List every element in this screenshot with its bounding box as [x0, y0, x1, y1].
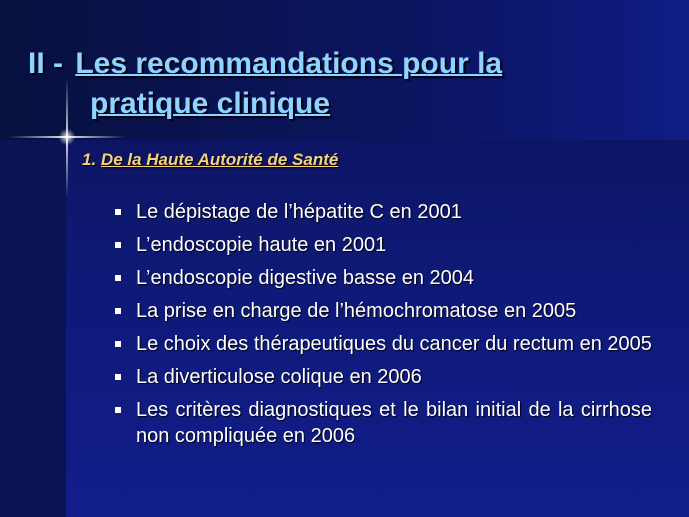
recommendation-list: [112, 199, 652, 456]
list-item: [112, 265, 652, 291]
square-bullet-icon: [115, 242, 121, 248]
list-item: [112, 232, 652, 258]
square-bullet-icon: [115, 275, 121, 281]
sparkle-star-icon: [58, 129, 76, 145]
list-item-text: Le choix des thérapeutiques du cancer du rectum en 2005: [136, 333, 652, 355]
slide-title: [28, 44, 668, 124]
list-item-text: L’endoscopie digestive basse en 2004: [136, 267, 475, 289]
title-link-line1[interactable]: Les recommandations pour la: [75, 47, 503, 80]
square-bullet-icon: [115, 209, 121, 215]
square-bullet-icon: [115, 374, 121, 380]
list-item: [112, 397, 652, 449]
list-item: [112, 331, 652, 357]
list-item-text: La prise en charge de l’hémochromatose en 2005: [136, 300, 577, 322]
title-link-line2[interactable]: pratique clinique: [90, 87, 331, 120]
list-item-text: L’endoscopie haute en 2001: [136, 234, 387, 256]
left-decorative-band: [0, 140, 66, 517]
list-item: [112, 364, 652, 390]
subheading: [82, 150, 338, 170]
square-bullet-icon: [115, 341, 121, 347]
list-item-text: La diverticulose colique en 2006: [136, 366, 422, 388]
subheading-link[interactable]: De la Haute Autorité de Santé: [100, 150, 339, 169]
square-bullet-icon: [115, 308, 121, 314]
title-number: II -: [28, 47, 63, 80]
square-bullet-icon: [115, 407, 121, 413]
list-item: [112, 298, 652, 324]
list-item: [112, 199, 652, 225]
subheading-number: 1.: [82, 150, 97, 169]
list-item-text: Le dépistage de l’hépatite C en 2001: [136, 201, 462, 223]
list-item-text: Les critères diagnostiques et le bilan initial de la cirrhose non compliquée en 2006: [136, 399, 652, 447]
